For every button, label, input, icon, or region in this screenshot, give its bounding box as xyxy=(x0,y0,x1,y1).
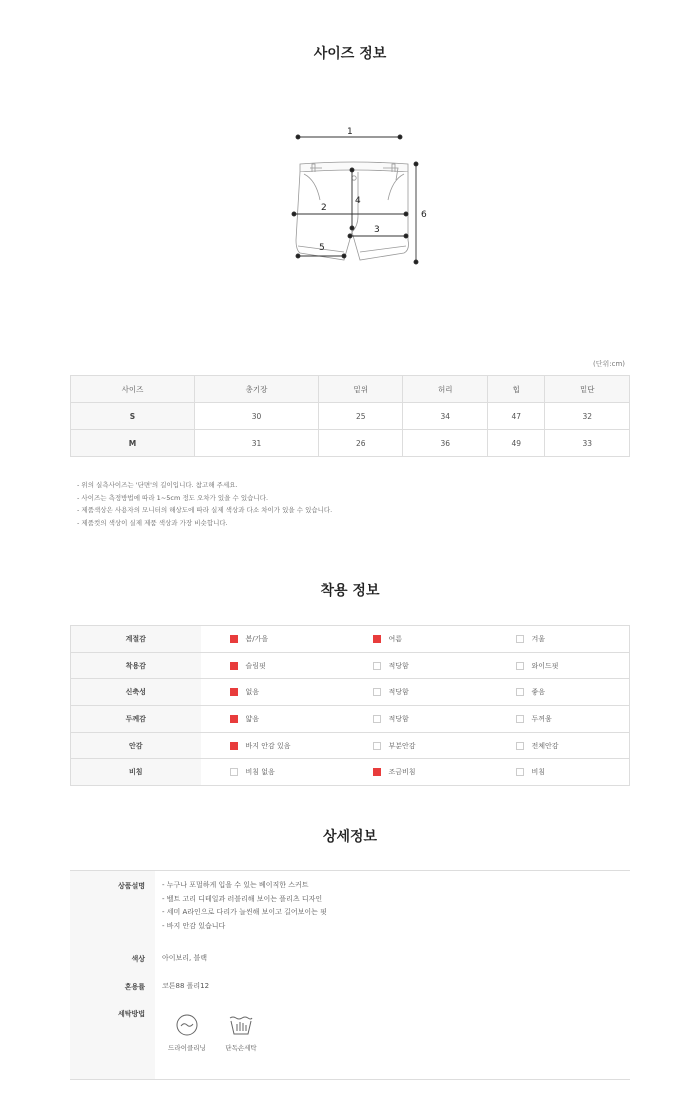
care-item-hand-wash xyxy=(216,1013,266,1052)
header-cell: 사이즈 xyxy=(71,376,195,403)
shorts-measurement-diagram xyxy=(288,120,438,270)
checkbox xyxy=(230,742,238,750)
checkbox xyxy=(373,715,381,723)
description-line: - 바지 안감 있습니다 xyxy=(162,921,226,930)
fit-option xyxy=(344,732,487,759)
fit-option xyxy=(487,706,630,733)
table-cell: 32 xyxy=(545,403,630,430)
fit-option xyxy=(201,652,344,679)
fit-option xyxy=(487,679,630,706)
detail-panel xyxy=(70,870,630,1080)
size-table-header xyxy=(71,376,630,403)
table-row xyxy=(71,403,630,430)
wash-label: 세탁방법 xyxy=(117,1010,145,1018)
diagram-label-5: 5 xyxy=(319,243,325,253)
table-cell: 47 xyxy=(487,403,544,430)
checkbox xyxy=(373,662,381,670)
table-cell: 31 xyxy=(195,430,319,457)
fit-option xyxy=(201,706,344,733)
size-cell: M xyxy=(71,430,195,457)
diagram-label-3: 3 xyxy=(374,225,380,235)
checkbox xyxy=(230,662,238,670)
fit-option xyxy=(487,626,630,653)
checkbox xyxy=(516,688,524,696)
size-cell: S xyxy=(71,403,195,430)
checkbox xyxy=(516,768,524,776)
care-label: 단독손세탁 xyxy=(225,1044,257,1052)
note-line: - 위의 실측사이즈는 '단면'의 길이입니다. 참고해 주세요. xyxy=(77,481,238,489)
color-label: 색상 xyxy=(131,955,145,963)
detail-info-title: 상세정보 xyxy=(322,829,378,845)
option-label: 적당함 xyxy=(388,714,409,723)
option-label: 슬림핏 xyxy=(245,661,266,670)
fit-table xyxy=(70,625,630,786)
table-cell: 25 xyxy=(319,403,403,430)
option-label: 좋음 xyxy=(531,688,546,697)
fit-option xyxy=(487,732,630,759)
fit-label: 안감 xyxy=(71,732,201,759)
description-line: - 세미 A라인으로 다리가 늘씬해 보이고 길어보이는 핏 xyxy=(162,908,327,916)
fit-row-lining xyxy=(71,732,630,759)
fit-option xyxy=(201,626,344,653)
checkbox xyxy=(373,635,381,643)
fit-option xyxy=(344,759,487,786)
option-label: 두꺼움 xyxy=(531,714,552,723)
diagram-label-4: 4 xyxy=(355,196,361,206)
header-cell: 밑위 xyxy=(319,376,403,403)
table-cell: 26 xyxy=(319,430,403,457)
fabric-value: 코튼88 폴리12 xyxy=(162,982,210,990)
size-info-title: 사이즈 정보 xyxy=(313,46,387,62)
unit-label: (단위:cm) xyxy=(592,360,625,368)
checkbox xyxy=(516,715,524,723)
checkbox xyxy=(516,635,524,643)
fit-option xyxy=(487,652,630,679)
size-table xyxy=(70,375,630,457)
fit-option xyxy=(344,652,487,679)
fit-label: 착용감 xyxy=(71,652,201,679)
fit-option xyxy=(201,732,344,759)
hand-wash-icon xyxy=(228,1013,254,1037)
option-label: 조금비침 xyxy=(388,768,416,777)
fit-option xyxy=(201,759,344,786)
note-line: - 제품컷의 색상이 실제 제품 색상과 가장 비슷합니다. xyxy=(77,518,228,527)
table-cell: 34 xyxy=(403,403,487,430)
fit-option xyxy=(201,679,344,706)
note-line: - 제품색상은 사용자의 모니터의 해상도에 따라 실제 색상과 다소 차이가 있을 수 있습니다. xyxy=(77,506,333,514)
option-label: 여름 xyxy=(388,634,403,643)
note-line: - 사이즈는 측정방법에 따라 1~5cm 정도 오차가 있을 수 있습니다. xyxy=(77,493,269,502)
option-label: 비침 xyxy=(531,768,546,777)
fit-row-season xyxy=(71,626,630,653)
fit-option xyxy=(344,706,487,733)
description-text xyxy=(162,879,327,933)
header-cell: 허리 xyxy=(403,376,487,403)
checkbox xyxy=(230,768,238,776)
fit-label: 두께감 xyxy=(71,706,201,733)
option-label: 없음 xyxy=(245,688,260,697)
checkbox xyxy=(373,688,381,696)
fit-label: 비침 xyxy=(71,759,201,786)
header-cell: 힙 xyxy=(487,376,544,403)
fit-option xyxy=(487,759,630,786)
fabric-label: 혼용률 xyxy=(124,983,145,991)
fit-row-thickness xyxy=(71,706,630,733)
option-label: 봄/가을 xyxy=(245,634,269,643)
fit-info-title: 착용 정보 xyxy=(320,583,380,599)
header-cell: 총기장 xyxy=(195,376,319,403)
fit-label: 신축성 xyxy=(71,679,201,706)
checkbox xyxy=(373,742,381,750)
dry-clean-icon xyxy=(175,1013,199,1037)
fit-row-fit xyxy=(71,652,630,679)
description-line: - 누구나 포멀하게 입을 수 있는 베이직한 스커트 xyxy=(162,881,309,889)
option-label: 얇음 xyxy=(245,714,260,723)
description-label: 상품설명 xyxy=(117,882,145,890)
checkbox xyxy=(230,715,238,723)
option-label: 적당함 xyxy=(388,661,409,670)
table-cell: 49 xyxy=(487,430,544,457)
diagram-label-6: 6 xyxy=(421,210,427,220)
description-line: - 벨트 고리 디테일과 러블리해 보이는 플리츠 디자인 xyxy=(162,894,323,903)
option-label: 바지 안감 있음 xyxy=(245,741,291,750)
option-label: 비침 없음 xyxy=(245,768,275,777)
care-label: 드라이클리닝 xyxy=(168,1044,206,1052)
header-cell: 밑단 xyxy=(545,376,630,403)
option-label: 전체안감 xyxy=(531,741,559,750)
checkbox xyxy=(230,635,238,643)
care-item-dry-clean xyxy=(162,1013,212,1052)
color-value: 아이보리, 블랙 xyxy=(162,954,208,962)
detail-label-column xyxy=(70,871,155,1079)
table-row xyxy=(71,430,630,457)
table-cell: 36 xyxy=(403,430,487,457)
option-label: 부분안감 xyxy=(388,741,416,750)
checkbox xyxy=(516,662,524,670)
table-cell: 30 xyxy=(195,403,319,430)
table-cell: 33 xyxy=(545,430,630,457)
option-label: 적당함 xyxy=(388,688,409,697)
size-notes xyxy=(77,479,332,529)
checkbox xyxy=(230,688,238,696)
option-label: 겨울 xyxy=(531,634,546,643)
fit-option xyxy=(344,679,487,706)
option-label: 와이드핏 xyxy=(531,661,559,670)
fit-option xyxy=(344,626,487,653)
fit-row-stretch xyxy=(71,679,630,706)
fit-label: 계절감 xyxy=(71,626,201,653)
checkbox xyxy=(373,768,381,776)
fit-row-sheer xyxy=(71,759,630,786)
diagram-label-2: 2 xyxy=(321,203,327,213)
diagram-label-1: 1 xyxy=(347,127,353,137)
checkbox xyxy=(516,742,524,750)
